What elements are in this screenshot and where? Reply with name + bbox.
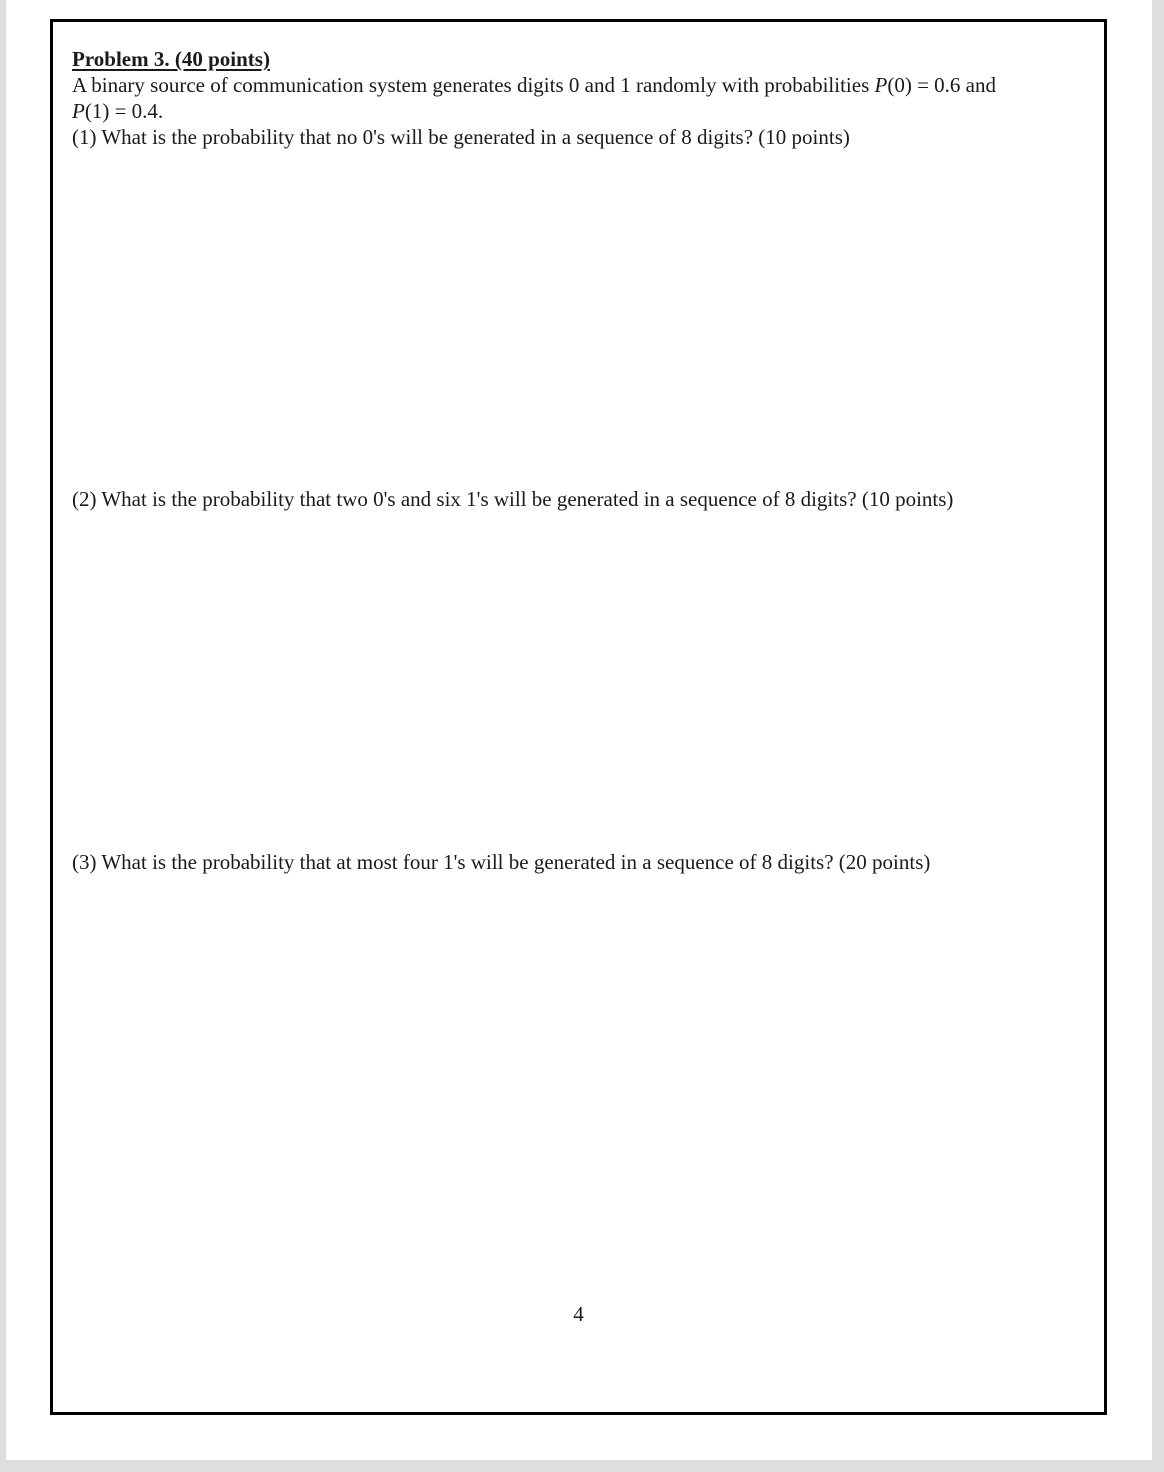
document-page bbox=[6, 0, 1152, 1460]
question-2: (2) What is the probability that two 0's and six 1's will be generated in a sequence of 8 digits? (10 points) bbox=[72, 487, 954, 511]
p1-symbol: P bbox=[72, 99, 85, 123]
p0-symbol: P bbox=[874, 73, 888, 97]
page-number: 4 bbox=[573, 1302, 584, 1326]
intro-text: A binary source of communication system generates digits 0 and 1 randomly with probabilities bbox=[72, 73, 875, 97]
p1-value: (1) = 0.4. bbox=[84, 99, 164, 123]
problem-box bbox=[50, 19, 1107, 1415]
problem-intro-line-1 bbox=[72, 72, 996, 98]
problem-intro-line-2 bbox=[72, 98, 163, 124]
question-3: (3) What is the probability that at most four 1's will be generated in a sequence of 8 digits? (20 points) bbox=[72, 850, 931, 874]
p0-value: (0) = 0.6 and bbox=[887, 73, 996, 97]
question-1: (1) What is the probability that no 0's will be generated in a sequence of 8 digits? (10 points) bbox=[72, 125, 850, 149]
problem-title: Problem 3. (40 points) bbox=[72, 47, 270, 71]
